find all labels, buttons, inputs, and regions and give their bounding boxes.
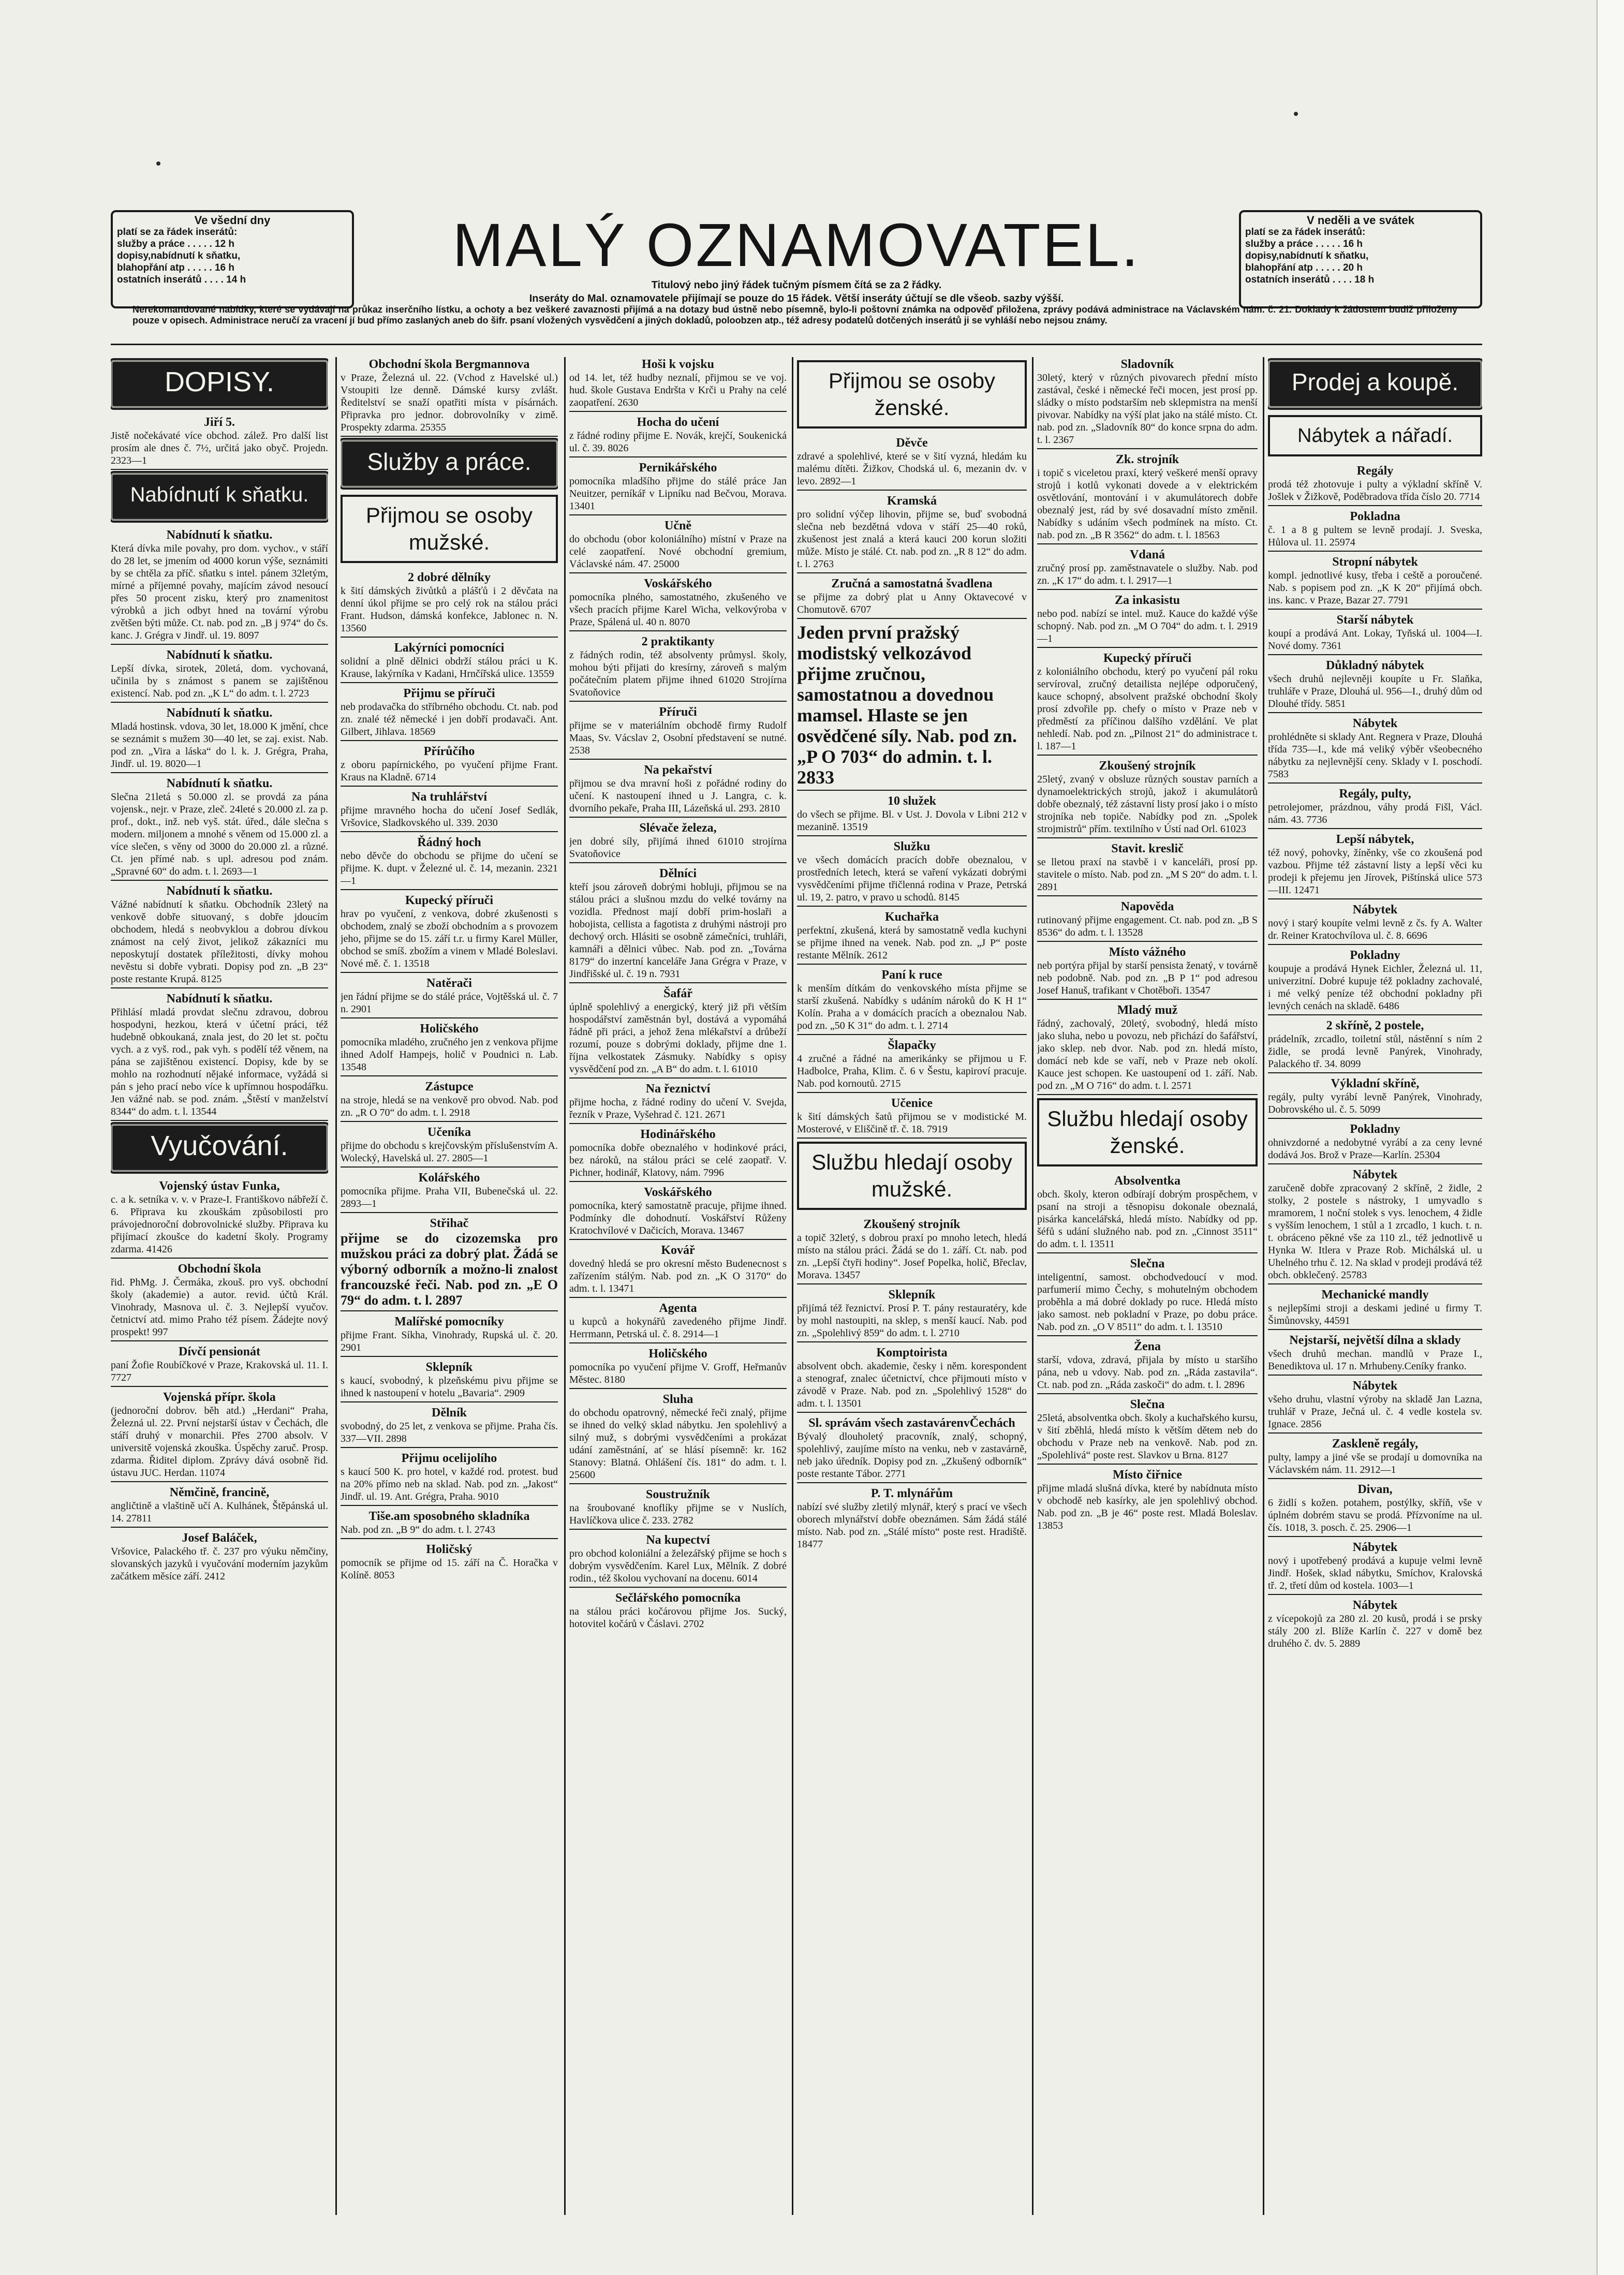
- section-header-vyucovani: Vyučování.: [111, 1124, 328, 1172]
- classified-ad: Na truhlářství přijme mravného hocha do učení Josef Sedlák, Vršovice, Sladkovského ul. 339. 2030: [341, 790, 558, 832]
- classified-ad: 10 služek do všech se přijme. Bl. v Ust. J. Dovola v Libni 212 v mezanině. 13519: [797, 794, 1027, 836]
- classified-ad: Dělníci kteří jsou zároveň dobrými hobluji, přijmou se na stálou práci a slušnou mzdu do velké továrny na vozidla. Přednost mají dobří prim-hoslaři a hobojista, cellista a fagotista z druhými nástroji pro dechový orch. Hlásiti se osobně zámečníci, truhláři, kamnáři a dělnici vůbec. Nab. pod zn. „Továrna 8179“ do inzertní kanceláře Jana Grégra v Praze, v Jindřišské ul. č. 19 n. 7931: [569, 866, 787, 983]
- classified-ad: Lepší nábytek, též nový, pohovky, žíněnky, vše co zkoušená pod vazbou. Přijme též zástavní listy a lepší věci ku prodeji k přejemu jen Jírovek, Pištínská ulice 573—III. 12471: [1268, 832, 1482, 899]
- classified-ad: Mechanické mandly s nejlepšími stroji a deskami jediné u firmy T. Šimůnovsky, 44591: [1268, 1288, 1482, 1330]
- classified-ad: Zkoušený strojník 25letý, zvaný v obsluze různých soustav parních a dynamoelektrických strojů, jakož i akumulátorů dobře obeznalý, též zástavní listy prosí jako i o místo strojníka neb topiče. Nabídky pod zn. „Spolek strojmistrů“ přím. textilního v Ústí nad Orl. 61023: [1037, 759, 1258, 838]
- column-5: [1037, 357, 1258, 2220]
- classified-ad: Starší nábytek koupí a prodává Ant. Lokay, Tyňská ul. 1004—I. Nové domy. 7361: [1268, 613, 1482, 655]
- rate-line: dopisy,nabídnutí k sňatku,: [117, 250, 241, 261]
- classified-ad: Střihač přijme se do cizozemska pro mužskou práci za dobrý plat. Žádá se výborný odborník a možno-li znalost francouzské řeči. Nab. pod zn. „E O 79“ do adm. t. l. 2897: [341, 1216, 558, 1311]
- classified-ad: Nabídnutí k sňatku. Vážné nabídnutí k sňatku. Obchodník 23letý na venkově dobře situovaný, s dobře jdoucím obchodem, hledá s neobvyklou a dobrou dívkou známost na celý život, jelikož zákazníci mu neposkytují dostatek příležitosti, dívky mohou nevěstu si dobře vybrati. Dopisy pod zn. „B 23“ poste restante Krupá. 8125: [111, 884, 328, 988]
- subsection-header-furniture: Nábytek a nářadí.: [1268, 415, 1482, 456]
- classified-ad: Za inkasistu nebo pod. nabízí se intel. muž. Kauce do každé výše schopný. Nab. pod zn. „M O 704“ do adm. t. l. 2919—1: [1037, 593, 1258, 648]
- rate-line: služby a práce . . . . . 16 h: [1245, 239, 1363, 249]
- classified-ad: Jiří 5. Jistě nočekávaté více obchod. zálež. Pro další list prosím ale dnes č. 7½, určitá jako obyč. Projedn. 2323—1: [111, 415, 328, 470]
- classified-ad: Holičského pomocníka mladého, zručného jen z venkova přijme ihned Adolf Hampejs, holič v Poudnici n. Lab. 13548: [341, 1022, 558, 1076]
- weekday-rates-box: [111, 210, 354, 308]
- classified-ad: Zkoušený strojník a topič 32letý, s dobrou praxí po mnoho letech, hledá místo na stálou práci. Žádá se do 1. září. Ct. nab. pod zn. „Lepší čtyři hodiny“. Josef Popelka, holič, Břeclav, Morava. 13457: [797, 1217, 1027, 1284]
- classified-ad: Vdaná zručný prosí pp. zaměstnavatele o služby. Nab. pod zn. „K 17“ do adm. t. l. 2917—1: [1037, 548, 1258, 590]
- classified-ad: Absolventka obch. školy, kteron odbírají dobrým prospěchem, v psaní na stroji a těsnopisu dokonale obeznalá, pisárka kancelářská, hledá místo. Nabídky od pp. šéfů s udání služného nab. pod zn. „Cinnost 3511“ do adm. t. l. 13511: [1037, 1174, 1258, 1253]
- column-6: [1268, 357, 1482, 2220]
- classified-ad: Pokladny ohnivzdorné a nedobytné vyrábí a za ceny levné dodává Jos. Brož v Praze—Karlín. 25304: [1268, 1122, 1482, 1164]
- page-edge: [1597, 0, 1624, 2275]
- rate-line: platí se za řádek inserátů:: [117, 227, 238, 238]
- header-divider: [111, 344, 1482, 345]
- classified-ad: Voskářského pomocníka plného, samostatného, zkušeného ve všech pracích přijme Karel Wicha, velkovýroba v Praze, Spálená ul. 40 n. 8070: [569, 577, 787, 631]
- classified-ad: Regály, pulty, petrolejomer, prázdnou, váhy prodá Fišl, Václ. nám. 43. 7736: [1268, 787, 1482, 829]
- classified-ad: Řádný hoch nebo děvče do obchodu se přijme do učení se přijme. K. dupt. v Železné ul. č. 14, mezanin. 2321—1: [341, 835, 558, 890]
- classified-ad: Napověda rutinovaný přijme engagement. Ct. nab. pod zn. „B S 8536“ do adm. t. l. 13528: [1037, 899, 1258, 942]
- rate-line: ostatních inserátů . . . . 18 h: [1245, 274, 1375, 285]
- classified-ad: Nabídnutí k sňatku. Přihlásí mladá provdat slečnu zdravou, dobrou hospodyni, hezkou, která v účetní práci, též hudebně obkoukaná, znala jest, do 20 let st. počtu vych. a z vyš. rod., pak vyh. s podělí též věnem, na pána se zajištěnou existencí. Dopisy, kde by se mohlo na rozhodnutí nějaké informace, vyžádá si pán s jeho prací nebo více k upřímnou hospodářku. Jen vážné nab. se pod. znám. „Štěstí v manželství 8344“ do adm. t. l. 13544: [111, 992, 328, 1121]
- classified-ad: Učně do obchodu (obor koloniálního) místní v Praze na celé zaopatření. Nové obchodní gremium, Václavské nám. 47. 25000: [569, 519, 787, 573]
- rate-line: ostatních inserátů . . . . 14 h: [117, 274, 246, 285]
- classified-ad: Nábytek nový i upotřebený prodává a kupuje velmi levně Jindř. Hošek, sklad nábytku, Smíchov, Kralovská tř. 2, třetí dům od kostela. 1003—1: [1268, 1540, 1482, 1595]
- classified-ad: Nábytek prohlédněte si sklady Ant. Regnera v Praze, Dlouhá třída 735—I., kde má veliký výběr všeobecného nábytku za nejlevnější ceny. Sklady v I. poschodí. 7583: [1268, 716, 1482, 784]
- classified-ad: Slečna inteligentní, samost. obchodvedoucí v mod. parfumerií mimo Čechy, s mohutelným obchodem proběhla a má dobré doklady po ruce. Hledá místo jako samost. neb pokladní v Praze, po dobu práce. Nab. pod zn. „O V 8511“ do adm. t. l. 13510: [1037, 1257, 1258, 1336]
- classified-ad: Kolářského pomocníka přijme. Praha VII, Bubenečská ul. 22. 2893—1: [341, 1171, 558, 1213]
- column-1: [111, 357, 328, 2220]
- classified-ad: Služku ve všech domácích pracích dobře obeznalou, v prostředních letech, která se vaření vykázati dobrými vysvědčeními přijme třičlenná rodina v Praze, Petrská ul. 19, 2. patro, v pravo u schodů. 8145: [797, 839, 1027, 907]
- section-header-snatek: Nabídnutí k sňatku.: [111, 473, 328, 521]
- rate-line: blahopřání atp . . . . . 20 h: [1245, 262, 1363, 273]
- classified-ad: Slečna 25letá, absolventka obch. školy a kuchařského kursu, v šití zběhlá, hledá místo k větším dětem neb do obchodu v Praze neb na venkově. Nab. pod zn. „Spolehlivá“ poste rest. Slavkov u Brna. 8127: [1037, 1397, 1258, 1465]
- classified-ad: Pokladny koupuje a prodává Hynek Eichler, Železná ul. 11, univerzitní. Dobré kupuje též pokladny zachovalé, i mé velký peníze též obchodní pokladny při levných cenách na skladě. 6486: [1268, 948, 1482, 1015]
- classified-ad: Kovář dovedný hledá se pro okresní město Budenecnost s zařízením stálým. Nab. pod zn. „K O 3170“ do adm. t. l. 13471: [569, 1243, 787, 1298]
- column-divider: [564, 357, 566, 2215]
- classified-ad: Němčině, francině, angličtině a vlaštině učí A. Kulhánek, Štěpánská ul. 14. 27811: [111, 1485, 328, 1528]
- column-divider: [1032, 357, 1034, 2215]
- classified-ad: Šlapačky 4 zručné a řádné na amerikánky se přijmou u F. Hadbolce, Praha, Klim. č. 6 v Šestu, kapiroví pracuje. Nab. pod kornoutů. 2715: [797, 1038, 1027, 1093]
- classified-ad: Jeden první pražský modistský velkozávod přijme zručnou, samostatnou a dovednou mamsel. Hlaste se jen osvědčené síly. Nab. pod zn. „P O 703“ do admin. t. l. 2833: [797, 622, 1027, 791]
- subsection-header-seeking-men: Službu hledají osoby mužské.: [797, 1142, 1027, 1210]
- classified-ad: 2 skříně, 2 postele, prádelník, zrcadlo, toiletní stůl, nástěnní s ním 2 židle, se prodá levně Panýrek, Vinohrady, Palackého tř. 34. 8099: [1268, 1018, 1482, 1073]
- paper-speck: [156, 161, 160, 166]
- classified-ad: Pokladna č. 1 a 8 g pultem se levně prodají. J. Sveska, Hůlova ul. 11. 25974: [1268, 509, 1482, 552]
- classified-ad: Sečlářského pomocníka na stálou práci kočárovou přijme Jos. Sucký, hotovitel kočárů v Čáslavi. 2702: [569, 1591, 787, 1630]
- classified-ad: Místo čiřnice přijme mladá slušná dívka, které by nabídnuta místo v obchodě neb kasírky, ale jen spolehlivý obchod. Nab. pod zn. „B je 46“ poste rest. Mladá Boleslav. 13853: [1037, 1468, 1258, 1531]
- classified-ad: Zručná a samostatná švadlena se přijme za dobrý plat u Anny Oktavecové v Chomutově. 6707: [797, 577, 1027, 619]
- classified-ad: Přijmu se příruči neb prodavačka do stříbrného obchodu. Ct. nab. pod zn. znalé též německé i jen dobří prodavači. Ant. Gilbert, Jihlava. 18569: [341, 686, 558, 741]
- classified-ad: 2 praktikanty z řádných rodin, též absolventy průmysl. školy, mohou býti přijati do kresírny, zároveň s malým počátečním platem přijme ihned 61020 Strojírna Svatoňovice: [569, 634, 787, 702]
- classified-ad: Pernikářského pomocníka mladšího přijme do stálé práce Jan Neuitzer, perníkář v Lipníku nad Bečvou, Morava. 13401: [569, 461, 787, 515]
- classified-ad: Přírůčího z oboru papírnického, po vyučení přijme Frant. Kraus na Kladně. 6714: [341, 744, 558, 787]
- rate-line: služby a práce . . . . . 12 h: [117, 239, 235, 249]
- classified-ad: Holičského pomocníka po vyučení přijme V. Groff, Heřmanův Městec. 8180: [569, 1347, 787, 1389]
- subsection-header-seeking-women: Službu hledají osoby ženské.: [1037, 1098, 1258, 1166]
- classified-ad: Hodinářského pomocníka dobře obeznalého v hodinkové práci, bez nároků, na stálou práci se celé zaopatř. V. Pichner, hodinář, Klatovy, nám. 7996: [569, 1127, 787, 1182]
- rate-line: blahopřání atp . . . . . 16 h: [117, 262, 234, 273]
- classified-ad: Soustružník na šroubované knoflíky přijme se v Nuslích, Havlíčkova ulice č. 233. 2782: [569, 1487, 787, 1530]
- classified-ad: 2 dobré dělníky k šití dámských živůtků a plášťů i 2 děvčata na denní úkol přijme se pro celý rok na stálou práci Frant. Hudson, dámská konfekce, Jablonec n. N. 13560: [341, 570, 558, 638]
- classified-ad: Mladý muž řádný, zachovalý, 20letý, svobodný, hledá místo jako sluha, nebo u povozu, neb přichází do šafářství, jako sklep. neb dvor. Nab. pod zn. hledá místo, domácí neb kde se vaří, neb v Praze neb okolí. Kauce jest schopen. Ke uastoupení od 1. září. Nab. pod zn. „M O 716“ do adm. t. l. 2571: [1037, 1003, 1258, 1095]
- classified-ad: Na řeznictví přijme hocha, z řádné rodiny do učení V. Svejda, řezník v Praze, Vyšehrad č. 121. 2671: [569, 1082, 787, 1124]
- subsection-header-hiring-men: Přijmou se osoby mužské.: [341, 495, 558, 563]
- rate-line: dopisy,nabídnutí k sňatku,: [1245, 250, 1369, 261]
- classified-ad: Sklepník přijímá též řeznictví. Prosí P. T. pány restauratéry, kde by mohl nastoupiti, na sklep, s menší kaucí. Nab. pod zn. „Spolehlivý 859“ do adm. t. l. 2710: [797, 1288, 1027, 1342]
- section-header-sluzby: Služby a práce.: [341, 440, 558, 488]
- classified-ad: Zástupce na stroje, hledá se na venkově pro obvod. Nab. pod zn. „R O 70“ do adm. t. l. 2918: [341, 1080, 558, 1122]
- column-divider: [1263, 357, 1264, 2215]
- rate-line: platí se za řádek inserátů:: [1245, 227, 1366, 238]
- subsection-header-hiring-women: Přijmou se osoby ženské.: [797, 360, 1027, 429]
- column-2: [341, 357, 558, 2220]
- classified-ad: Obchodní škola řid. PhMg. J. Čermáka, zkouš. pro vyš. obchodní školy (akademie) a autor. revid. účtů Král. Vinohrady, Masnova ul. č. 3. Nejlepší vyučov. četnictví atd. mimo Praho též písem. Žádejte nový prospekt! 997: [111, 1262, 328, 1341]
- column-3: [569, 357, 787, 2220]
- masthead-subtitle: Titulový nebo jiný řádek tučným písmem čítá se za 2 řádky.: [651, 279, 942, 291]
- classified-ad: Zaskleně regály, pulty, lampy a jiné vše se prodají u domovníka na Václavském nám. 11. 2912—1: [1268, 1437, 1482, 1479]
- classified-ad: Holičský pomocník se přijme od 15. září na Č. Horačka v Kolíně. 8053: [341, 1543, 558, 1581]
- column-divider: [335, 357, 337, 2215]
- administration-notice: Nerekomandované nabídky, které se vydávají na průkaz inserčního lístku, a ochoty a bez veškeré zavaznosti přijímá a na dotazy bud ústně nebo písemně, bylo-li poštovní známka na odpověď přiložena, zprávy podává administrace na Václavském nám. č. 21. Doklady k žádostem budiž přiloženy pouze v opisech. Administrace neručí za vracení jí bud přímo zaslaných aneb do šifr. psaní vložených vysvědčení a jiných dokladů, poloobzen atp., též adresy podatelů dotčených inserátů ji se vyhláší nebo nejsou známy.: [132, 304, 1457, 326]
- classified-ad: Dívčí pensionát paní Žofie Roubíčkové v Praze, Krakovská ul. 11. I. 7727: [111, 1345, 328, 1387]
- classified-ad: P. T. mlynářům nabízí své služby zletilý mlynář, který s prací ve všech oborech mlynářství dobře obeznámen. Sám žádá stálé místo. Nab. pod zn. „Stálé místo“ poste rest. Hradiště. 18477: [797, 1487, 1027, 1550]
- classified-ad: Děvče zdravé a spolehlivé, které se v šití vyzná, hledám ku malému dítěti. Žižkov, Chodská ul. 6, mezanin dv. v levo. 2892—1: [797, 436, 1027, 491]
- classified-ad: Kramská pro solidní výčep lihovin, přijme se, buď svobodná slečna neb bezdětná vdova v stáří 25—40 roků, zkušenost jest znalá a která kauci 200 korun složiti může. Místo je stálé. Ct. nab. pod zn. „R 8 12“ do adm. t. l. 2763: [797, 494, 1027, 573]
- classified-ad: Natěrači jen řádní přijme se do stálé práce, Vojtěšská ul. č. 7 n. 2901: [341, 976, 558, 1018]
- classified-ad: Kuchařka perfektní, zkušená, která by samostatně vedla kuchyni se přijme ihned na venek. Nab. pod zn. „J P“ poste restante Mělník. 2612: [797, 910, 1027, 965]
- section-header-dopisy: DOPISY.: [111, 360, 328, 408]
- classified-ad: Nabídnutí k sňatku. Lepší dívka, sirotek, 20letá, dom. vychovaná, učinila by s známost s panem se zajištěnou existencí. Nab. pod zn. „K L“ do adm. t. l. 2723: [111, 648, 328, 703]
- classified-ad: Vojenská přípr. škola (jednoroční dobrov. běh atd.) „Herdani“ Praha, Železná ul. 22. První nejstarší ústav v Čechách, dle stáří druhý v monarchii. Přes 2700 absolv. V universitě vojenská zkouška. Úspěchy zaruč. Prosp. zdarma. Řiditel diplom. Zprávy dává osobně řid. ústavu JUC. Herdan. 11074: [111, 1390, 328, 1482]
- masthead-info: Inseráty do Mal. oznamovatele přijímají se pouze do 15 řádek. Větší inseráty účtují se dle všeob. sazby výšší.: [529, 293, 1064, 304]
- weekday-rates-title: Ve všední dny: [194, 214, 271, 227]
- classified-ad: Přijmu ocelijolího s kaucí 500 K. pro hotel, v každé rod. protest. bud na 20% přímo neb na sklad. Nab. pod zn. „Jakost“ Jindř. ul. 19. Ant. Grégra, Praha. 9010: [341, 1451, 558, 1506]
- classified-ad: Na kupectví pro obchod koloniální a železářský přijme se hoch s dobrým vysvědčením. Karel Lux, Mělník. Z dobré rodin., též školou vychovaní na docenu. 6014: [569, 1533, 787, 1588]
- classified-ad: Nabídnutí k sňatku. Mladá hostinsk. vdova, 30 let, 18.000 K jmění, chce se seznámit s mužem 30—40 let, se zaj. exist. Nab. pod zn. „Vira a láska“ do l. k. J. Grégra, Praha, Jindř. ul. 19. 8020—1: [111, 706, 328, 773]
- classified-ad: Kupecký příruči z koloniálního obchodu, který po vyučení pál roku servíroval, zručný detailista nejlépe odporučený, kauce schopný, absolvent pražské obchodní školy prosí zdvořile pp. chefy o místo v Praze neb v předměstí za příčinou dalšího vzdělání. Ve plat nehledí. Nab. pod zn. „Pilnost 21“ do administrace t. l. 187—1: [1037, 651, 1258, 756]
- classified-ad: Paní k ruce k menším dítkám do venkovského místa přijme se starší zkušená. Nabídky s udáním nároků do K H 1“ Kolín. Praha a v domácích pracích a obeznalou Nab. pod zn. „50 K 31“ do adm. t. l. 2714: [797, 968, 1027, 1035]
- classified-ad: Obchodní škola Bergmannova v Praze, Železná ul. 22. (Vchod z Havelské ul.) Vstoupiti lze denně. Dámské kursy zvlášt. Ředitelství se snaží opatřiti místa v písárnách. Připravka pro jednor. dobrovolníky v zimě. Prospekty zdarma. 25355: [341, 357, 558, 437]
- classified-ad: Slévače železa, jen dobré síly, přijímá ihned 61010 strojírna Svatoňovice: [569, 821, 787, 863]
- classified-ad: Malířské pomocníky přijme Frant. Síkha, Vinohrady, Rupská ul. č. 20. 2901: [341, 1314, 558, 1357]
- classified-ad: Místo vážného neb portýra přijal by starší pensista ženatý, v továrně neb podobně. Nab. pod zn. „B P 1“ pod adresou Josef Hanuš, trafikant v Chotěboři. 13547: [1037, 945, 1258, 1000]
- classified-ad: Výkladní skříně, regály, pulty vyrábí levně Panýrek, Vinohrady, Dobrovského ul. č. 5. 5099: [1268, 1076, 1482, 1119]
- classified-ad: Vojenský ústav Funka, c. a k. setníka v. v. v Praze-I. Františkovo nábřeží č. 6. Připrava ku zkouškám způsobilosti pro právojednoroční dobrovolnické služby. Připrava ku přijímací zkoušce do kadetní školy. Programy zdarma. 41426: [111, 1179, 328, 1259]
- classified-ad: Hoši k vojsku od 14. let, též hudby neznalí, přijmou se ve voj. hud. škole Gustava Endršta v Krči u Prahy na celé zaopatření. 2630: [569, 357, 787, 412]
- classified-ad: Kupecký příruči hrav po vyučení, z venkova, dobré zkušenosti s obchodem, znalý se zboží obchodním a s provozem jeho, přijme se do 15. září t.r. u firmy Karel Müller, obchod se smíš. zbožím a vinem v Mladé Boleslavi. Nové mě. č. 1. 13518: [341, 893, 558, 973]
- classified-ad: Lakýrníci pomocníci solidní a plně dělnici obdrží stálou práci u K. Krause, lakýrníka v Kadani, Hrnčířská ulice. 13559: [341, 641, 558, 683]
- classified-ad: Divan, 6 židlí s kožen. potahem, postýlky, skříň, vše v úplném dobrém stavu se prodá. Přízvoníme na ul. čís. 1018, 3. posch. č. 25. 2906—1: [1268, 1482, 1482, 1537]
- classified-ad: Nábytek z vícepokojů za 280 zl. 20 kusů, prodá i se prsky stály 200 zl. Blíže Karlín č. 227 v domě bez druhého č. dv. 5. 2889: [1268, 1599, 1482, 1649]
- classified-ad: Důkladný nábytek všech druhů nejlevněji koupíte u Fr. Slaňka, truhláře v Praze, Dlouhá ul. 956—I., druhý dům od Dlouhé třídy. 5851: [1268, 658, 1482, 713]
- classified-ad: Voskářského pomocníka, který samostatně pracuje, přijme ihned. Podmínky dle dohodnutí. Voskářství Růženy Kratochvílové v Dačicích, Morava. 13467: [569, 1185, 787, 1240]
- classified-ad: Sluha do obchodu opatrovný, německé řeči znalý, přijme se ihned do velký sklad nábytku. Jen spolehlivý a silný muž, s dobrými vysvědčeními a prokázat udání zaměstnání, ať se hlásí písemně: kr. 162 Stanovy: Blatná. Ohlášení čís. 181“ do adm. t. l. 25600: [569, 1392, 787, 1484]
- holiday-rates-box: [1239, 210, 1482, 308]
- classified-ad: Agenta u kupců a hokynářů zavedeného přijme Jindř. Herrmann, Petrská ul. č. 8. 2914—1: [569, 1301, 787, 1343]
- classified-ad: Učenice k šití dámských šatů přijmou se v modistické M. Mosterové, v Eliščině tř. č. 18. 7919: [797, 1096, 1027, 1139]
- classified-ad: Zk. strojník i topič s viceletou praxí, který veškeré menší opravy strojů i kotlů vykonati dovede a v elektrickém osvětlování, montování i v akumulátorech dobře obeznalý jest, rád by své dosavadní místo změnil. Nabídky s udáním všech podmínek na místo. Ct. nab. pod zn. „B R 3562“ do adm. t. l. 18563: [1037, 452, 1258, 544]
- classified-ad: Sladovník 30letý, který v různých pivovarech přední místo zastával, české i německé řeči mocen, jest prosí pp. sládky o místo podstarším neb sklepmistra na menší pivovar. Nabídky na výší plat jako na stálé místo. Ct. nab. pod zn. „Sladovník 80“ do konce srpna do adm. t. l. 2367: [1037, 357, 1258, 449]
- classified-ad: Příruči přijme se v materiálním obchodě firmy Rudolf Maas, Sv. Vácslav 2, Osobní představení se nutné. 2538: [569, 705, 787, 760]
- page-title: MALÝ OZNAMOVATEL.: [452, 211, 1141, 279]
- classified-ad: Šafář úplně spolehlivý a energický, který již při větším hospodářství zaměstnán byl, dostává a vypomáhá řádně při práci, a jehož žena mlékařství a drůbeží rozumí, pouze s dobrými doklady, přijme dne 1. října velkostatek Zásmuky. Nabídky s opisy vysvědčení pod zn. „A B“ do adm. t. l. 61010: [569, 986, 787, 1079]
- classified-ad: Sl. správám všech zastavárenvČechách Bývalý dlouholetý pracovník, znalý, schopný, spolehlivý, zaujíme místo na venku, neb v zastavárně, neb jako úředník. Dopisy pod zn. „Zkušený odborník“ poste restante Tábor. 2771: [797, 1416, 1027, 1483]
- classified-ad: Nejstarší, největší dílna a sklady všech druhů mechan. mandlů v Praze I., Benediktova ul. 17 n. Mrhubeny.Ceníky franko.: [1268, 1333, 1482, 1376]
- classified-ad: Stavit. kreslič se lletou praxí na stavbě i v kanceláři, prosí pp. stavitele o místo. Nab. pod zn. „M S 20“ do adm. t. l. 2891: [1037, 841, 1258, 896]
- classified-ad: Nábytek všeho druhu, vlastní výroby na skladě Jan Lazna, truhlář v Praze, Ječná ul. č. 4 vedle kostela sv. Ignace. 2856: [1268, 1379, 1482, 1434]
- classified-ad: Žena starší, vdova, zdravá, přijala by místo u staršího pána, neb u vdovy. Nab. pod zn. „Ráda zastavila“. Ct. nab. pod zn. „Ráda zaskoči“ do adm. t. l. 2896: [1037, 1339, 1258, 1394]
- classified-ad: Nabídnutí k sňatku. Slečna 21letá s 50.000 zl. se provdá za pána vojensk., nejr. v Praze, zleč. 24leté s 20.000 zl. za p. prof., dokt., inž. neb vyš. stát. úřed., dále slečna s modern. miljonem a mnohé s věnem od 15.000 zl. a více slečen, s věny od 3000 do 20.000 zl. a různé. Ct. jen přímé nab. s upl. adresou pod znám. „Spravné 60“ do adm. t. l. 2693—1: [111, 776, 328, 881]
- column-divider: [792, 357, 793, 2215]
- column-4: [797, 357, 1027, 2220]
- classified-ad: Nábytek zaručeně dobře zpracovaný 2 skříně, 2 židle, 2 stolky, 2 postele s nástroky, 1 umyvadlo s mramorem, 1 noční stolek s vys. lenochem, 4 židle s vyšším lenochem, 1 stůl a 1 zrcadlo, 1 kuch. t. n. t. obráceno pěkné vše za 110 zl., též jednotlivě u Hynka W. Itlera v Praze Rob. Michálská ul. u Uhelného trhu č. 12. Na sklad v prodeji prodává též obch. obklečený. 25783: [1268, 1168, 1482, 1284]
- classified-ad: Hocha do učení z řádné rodiny přijme E. Novák, krejčí, Soukenická ul. č. 39. 8026: [569, 415, 787, 457]
- classified-ad: Regály prodá též zhotovuje i pulty a výkladní skříně V. Jošlek v Žižkově, Poděbradova třída číslo 20. 7714: [1268, 464, 1482, 506]
- classified-ad: Josef Baláček, Vršovice, Palackého tř. č. 237 pro výuku němčiny, slovanských jazyků i vyučování moderním jazykům začátkem měsíce září. 2412: [111, 1531, 328, 1582]
- classified-ad: Tiše.am sposobného skladníka Nab. pod zn. „B 9“ do adm. t. l. 2743: [341, 1509, 558, 1539]
- classified-ad: Sklepník s kaucí, svobodný, k plzeňskému pivu přijme se ihned k nastoupení v hotelu „Bavaria“. 2909: [341, 1360, 558, 1402]
- classified-ad: Učeníka přijme do obchodu s krejčovským příslušenstvím A. Wolecký, Havelská ul. 27. 2805—1: [341, 1125, 558, 1168]
- section-header-prodej: Prodej a koupě.: [1268, 360, 1482, 408]
- paper-speck: [1294, 112, 1298, 116]
- classified-ad: Nabídnutí k sňatku. Která dívka mile povahy, pro dom. vychov., v stáří do 28 let, se jmením od 4000 korun výše, seznámiti by se chtěla za příč. sňatku s intel. pánem 32letým, mírné a příjemné povahy, majícím závod nesoucí přes 50 procent zisku, který pro znamenitost výrobků a jich odbyt hned na tovární výrobu zvětšen býti může. Ct. nab. pod zn. „B j 974“ do čs. kanc. J. Grégra v Jindř. ul. 19. 8097: [111, 528, 328, 645]
- classified-ad: Nábytek nový i starý koupíte velmi levně z čs. fy A. Walter dr. Reiner Kratochvílova ul. č. 8. 6696: [1268, 903, 1482, 945]
- classified-ad: Komptoirista absolvent obch. akademie, česky i něm. korespondent a stenograf, znalec účetnictví, chce přijmouti místo v závodě v Praze. Nab. pod zn. „Spolehlivý 1528“ do adm. t. l. 13501: [797, 1346, 1027, 1413]
- classified-ad: Dělník svobodný, do 25 let, z venkova se přijme. Praha čís. 337—VII. 2898: [341, 1406, 558, 1448]
- classified-ad: Na pekařství přijmou se dva mravní hoši z pořádné rodiny do učení. K nastoupení ihned u J. Langra, c. k. dvorního pekaře, Praha III, Lázeňská ul. 293. 2810: [569, 763, 787, 818]
- holiday-rates-title: V neděli a ve svátek: [1307, 214, 1414, 227]
- classified-ad: Stropní nábytek kompl. jednotlivé kusy, třeba i ceště a poroučené. Nab. s popisem pod zn. „K K 20“ přijímá obch. ins. kanc. v Praze, Bazar 27. 7791: [1268, 555, 1482, 610]
